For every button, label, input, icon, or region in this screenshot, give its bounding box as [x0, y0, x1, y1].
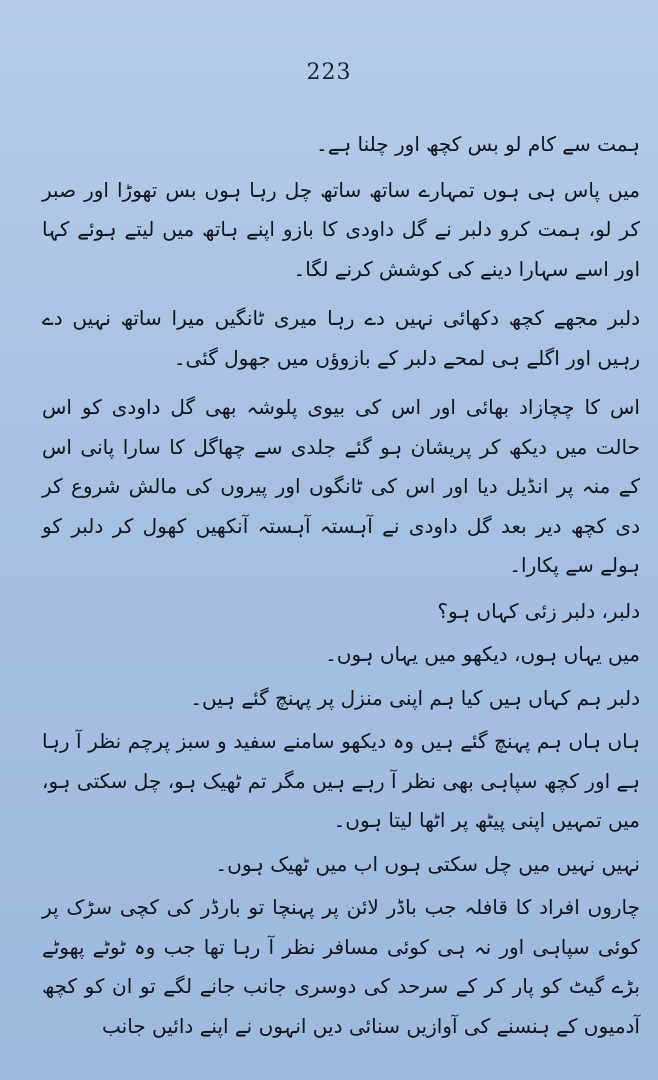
page-text: [42, 125, 640, 1046]
paragraph-9: نہیں نہیں میں چل سکتی ہوں اب میں ٹھیک ہوں۔: [215, 851, 640, 876]
page-number: 223: [306, 60, 352, 85]
paragraph-3: دلبر مجھے کچھ دکھائی نہیں دے رہا میری ٹانگیں میرا ساتھ نہیں دے رہیں اور اگلے ہی لمحے دلبر کے بازوؤں میں جھول گئی۔: [42, 306, 640, 370]
paragraph-8: ہاں ہاں ہم پہنچ گئے ہیں وہ دیکھو سامنے سفید و سبز پرچم نظر آ رہا ہے اور کچھ سپاہی بھی نظر آ رہے ہیں مگر تم ٹھیک ہو، چل سکتی ہو، میں تمہیں اپنی پیٹھ پر اٹھا لیتا ہوں۔: [42, 729, 640, 832]
paragraph-10: چاروں افراد کا قافلہ جب باڈر لائن پر پہنچا تو بارڈر کی کچی سڑک پر کوئی سپاہی اور نہ ہی کوئی مسافر نظر آ رہا تھا جب وہ ٹوٹے پھوٹے بڑے گیٹ کو پار کر کے سرحد کی دوسری جانب جانے لگے تو ان کو کچھ آدمیوں کے ہنسنے کی آوازیں سنائی دیں انہوں نے اپنے دائیں جانب: [42, 895, 640, 1038]
paragraph-1: ہمت سے کام لو بس کچھ اور چلنا ہے۔: [316, 132, 640, 156]
paragraph-5: دلبر، دلبر زئی کہاں ہو؟: [437, 598, 640, 623]
paragraph-7: دلبر ہم کہاں ہیں کیا ہم اپنی منزل پر پہنچ گئے ہیں۔: [190, 685, 640, 710]
paragraph-6: میں یہاں ہوں، دیکھو میں یہاں ہوں۔: [325, 642, 640, 666]
paragraph-2: میں پاس ہی ہوں تمہارے ساتھ ساتھ چل رہا ہوں بس تھوڑا اور صبر کر لو، ہمت کرو دلبر نے گل داودی کا بازو اپنے ہاتھ میں لیتے ہوئے کہا اور اسے سہارا دینے کی کوشش کرنے لگا۔: [42, 177, 640, 281]
paragraph-4: اس کا چچازاد بھائی اور اس کی بیوی پلوشہ بھی گل داودی کو اس حالت میں دیکھ کر پریشان ہو گئے جلدی سے چھاگل کا سارا پانی اس کے منہ پر انڈیل دیا اور اس کی ٹانگوں اور پیروں کی مالش شروع کر دی کچھ دیر بعد گل داودی نے آہستہ آہستہ آنکھیں کھول کر دلبر کو ہولے سے پکارا۔: [42, 395, 640, 577]
